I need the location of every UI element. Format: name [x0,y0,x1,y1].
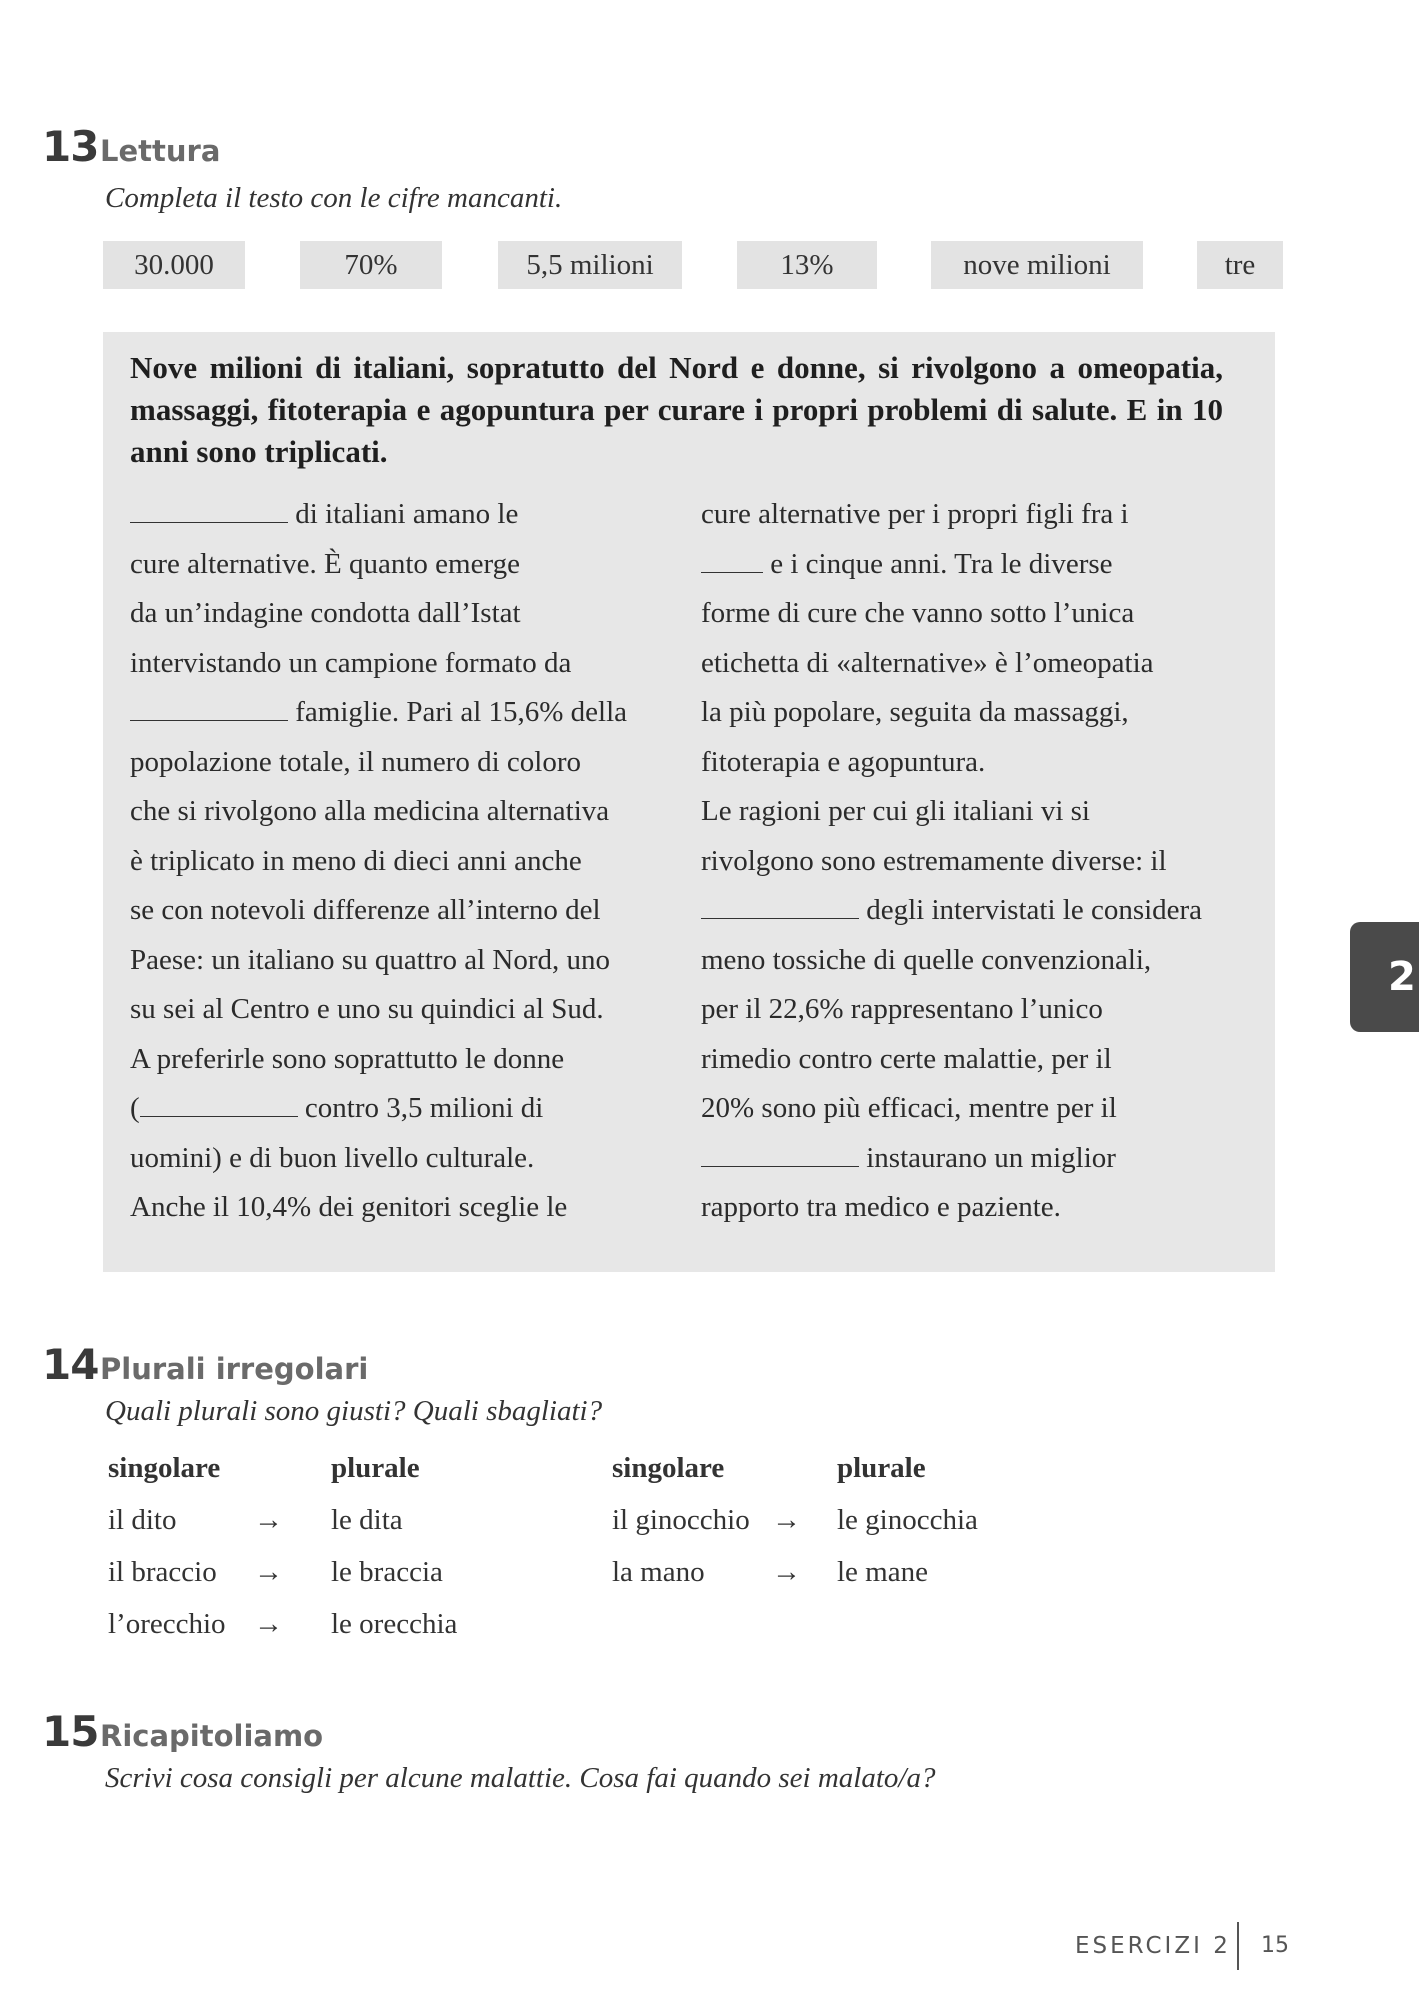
exercise-title: Lettura [100,134,221,168]
chapter-tab: 2 [1350,922,1419,1032]
option-chip: nove milioni [931,241,1143,289]
arrow-icon: → [254,1504,283,1536]
exercise-instruction: Quali plurali sono giusti? Quali sbagliati? [105,1395,603,1427]
page-number: 15 [1261,1933,1289,1958]
article-headline: Nove milioni di italiani, sopratutto del Nord e donne, si rivolgono a omeopatia, massaggi, fitoterapia e agopuntura per curare i propri problemi di salute. E in 10 anni sono triplicati. [130,350,1223,469]
column-header: singolare [612,1452,725,1484]
column-header: plurale [837,1452,926,1484]
option-chip: 5,5 milioni [498,241,682,289]
plural-word: le ginocchia [837,1504,978,1536]
option-chip: 13% [737,241,877,289]
fill-blank[interactable] [701,892,859,919]
arrow-icon: → [772,1504,801,1536]
exercise-title: Ricapitoliamo [100,1719,324,1753]
singular-word: il dito [108,1504,177,1536]
fill-blank[interactable] [130,694,288,721]
article-column-left: di italiani amano le cure alternative. È quanto emerge da un’indagine condotta dall’Istat intervistando un campione formato da famiglie. Pari al 15,6% della popolazione totale, il numero di coloro che si rivolgono alla medicina alternativa è triplicato in meno di dieci anni anche se con notevoli differenze all’interno del Paese: un italiano su quattro al Nord, uno su sei al Centro e uno su quindici al Sud. A preferirle sono soprattutto le donne ( contro 3,5 milioni di uomini) e di buon livello culturale. Anche il 10,4% dei genitori sceglie le [130,498,628,1223]
exercise-14-header [42,1340,368,1389]
fill-blank[interactable] [701,1140,859,1167]
plural-word: le mane [837,1556,928,1588]
arrow-icon: → [772,1556,801,1588]
plural-word: le orecchia [331,1608,458,1640]
fill-blank[interactable] [130,496,288,523]
exercise-13-header [42,122,220,171]
arrow-icon: → [254,1556,283,1588]
footer-section-label: ESERCIZI 2 [1075,1933,1231,1959]
exercise-number: 14 [42,1340,99,1389]
plural-word: le braccia [331,1556,443,1588]
singular-word: il ginocchio [612,1504,750,1536]
singular-word: il braccio [108,1556,217,1588]
option-chip: tre [1197,241,1283,289]
fill-blank[interactable] [701,546,763,573]
singular-word: la mano [612,1556,705,1588]
column-header: plurale [331,1452,420,1484]
plural-word: le dita [331,1504,403,1536]
article-column-right: cure alternative per i propri figli fra i e i cinque anni. Tra le diverse forme di cure che vanno sotto l’unica etichetta di «alternative» è l’omeopatia la più popolare, seguita da massaggi, fitoterapia e agopuntura. Le ragioni per cui gli italiani vi si rivolgono sono estremamente diverse: il degli intervistati le considera meno tossiche di quelle convenzionali, per il 22,6% rappresentano l’unico rimedio contro certe malattie, per il 20% sono più efficaci, mentre per il instaurano un miglior rapporto tra medico e paziente. [701,498,1203,1223]
option-chip: 30.000 [103,241,245,289]
exercise-number: 15 [42,1707,99,1756]
arrow-icon: → [254,1608,283,1640]
fill-blank[interactable] [140,1090,298,1117]
exercise-number: 13 [42,122,99,171]
column-header: singolare [108,1452,221,1484]
footer-divider [1237,1922,1239,1970]
exercise-15-header [42,1707,323,1756]
option-chip: 70% [300,241,442,289]
exercise-title: Plurali irregolari [100,1352,369,1386]
exercise-instruction: Completa il testo con le cifre mancanti. [105,182,563,214]
exercise-instruction: Scrivi cosa consigli per alcune malattie. Cosa fai quando sei malato/a? [105,1762,936,1794]
singular-word: l’orecchio [108,1608,226,1640]
